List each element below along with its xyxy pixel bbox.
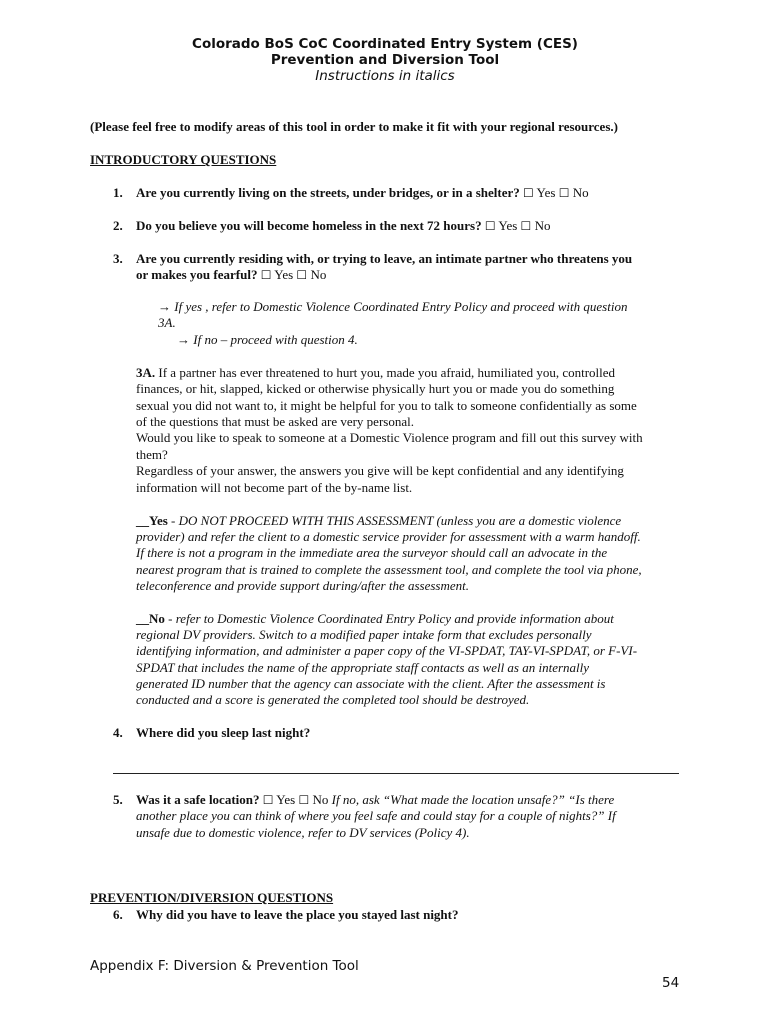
q2-yes-checkbox[interactable]: ☐: [484, 219, 496, 233]
document-subtitle: Prevention and Diversion Tool: [270, 52, 500, 68]
q3a-text-1: If a partner has ever threatened to hurt you, made you afraid, humiliated you, controlled: [158, 365, 616, 380]
q3-no-label: No: [310, 267, 327, 282]
q3a-label: 3A.: [136, 365, 156, 380]
yes-option-line-2: provider) and refer the client to a domestic service provider for assessment with a warm handoff.: [136, 529, 641, 544]
yes-option-line-3: If there is not a program in the immediate area the surveyor should call an advocate in the: [136, 545, 608, 560]
q1-no-checkbox[interactable]: ☐: [558, 186, 570, 200]
yes-option-line-4: nearest program that is trained to complete the assessment tool, and complete the tool via phone,: [136, 562, 642, 577]
q5-no-checkbox[interactable]: ☐: [298, 793, 310, 807]
q3-number: 3.: [113, 251, 123, 266]
q3a-line-3: sexual you did not want to, it might be helpful for you to talk to someone confidentially as some: [136, 398, 637, 413]
if-no-instruction: → If no – proceed with question 4.: [177, 332, 358, 347]
yes-option-dash: -: [167, 513, 179, 528]
q1-yes-checkbox[interactable]: ☐: [522, 186, 534, 200]
q2-number: 2.: [113, 218, 123, 233]
q2-no-label: No: [534, 218, 551, 233]
q3a-line-6: them?: [136, 447, 168, 462]
no-option-label[interactable]: __No: [136, 611, 165, 626]
question-2: [136, 218, 681, 234]
q3-yes-checkbox[interactable]: ☐: [260, 268, 272, 282]
no-option-dash: -: [164, 611, 176, 626]
no-option-line-3: identifying information, and administer a paper copy of the VI-SPDAT, TAY-VI-SPDAT, or F-VI-: [136, 643, 638, 658]
if-yes-instruction: → If yes , refer to Domestic Violence Coordinated Entry Policy and proceed with question: [158, 299, 628, 314]
no-option-line-4: SPDAT that includes the name of the appropriate staff contacts as well as an internally: [136, 660, 590, 675]
q3a-line-5: Would you like to speak to someone at a Domestic Violence program and fill out this survey with: [136, 430, 643, 445]
q3a-line-8: information will not become part of the by-name list.: [136, 480, 413, 495]
question-3-line2: [136, 267, 681, 283]
q3a-line-1: [136, 365, 681, 381]
q5-number: 5.: [113, 792, 123, 807]
q3a-line-2: finances, or hit, slapped, kicked or otherwise physically hurt you or made you do something: [136, 381, 615, 396]
q6-number: 6.: [113, 907, 123, 922]
question-5-line1: [136, 792, 681, 808]
q3-yes-label: Yes: [274, 267, 294, 282]
document-title: Colorado BoS CoC Coordinated Entry System (CES): [192, 36, 578, 52]
q4-text: Where did you sleep last night?: [136, 725, 311, 740]
no-option-text-1: refer to Domestic Violence Coordinated Entry Policy and provide information about: [175, 611, 614, 626]
prevention-heading: PREVENTION/DIVERSION QUESTIONS: [90, 890, 334, 905]
q3-text-line1: Are you currently residing with, or trying to leave, an intimate partner who threatens you: [136, 251, 633, 266]
q1-text: Are you currently living on the streets, under bridges, or in a shelter?: [136, 185, 520, 200]
instructions-note: Instructions in italics: [315, 68, 455, 84]
modify-note: (Please feel free to modify areas of this tool in order to make it fit with your regional resources.): [90, 119, 618, 134]
q5-instruction-1: If no, ask “What made the location unsafe?” “Is there: [331, 792, 615, 807]
if-yes-instruction-cont: 3A.: [158, 315, 176, 330]
q3-no-checkbox[interactable]: ☐: [296, 268, 308, 282]
q3a-line-7: Regardless of your answer, the answers you give will be kept confidential and any identifying: [136, 463, 624, 478]
q2-no-checkbox[interactable]: ☐: [520, 219, 532, 233]
footer-appendix: Appendix F: Diversion & Prevention Tool: [90, 958, 359, 974]
page-number: 54: [662, 975, 680, 991]
intro-heading: INTRODUCTORY QUESTIONS: [90, 152, 277, 167]
q3a-line-4: of the questions that must be asked are very personal.: [136, 414, 414, 429]
no-option-line-1: [136, 611, 681, 627]
q5-no-label: No: [312, 792, 329, 807]
q6-text: Why did you have to leave the place you stayed last night?: [136, 907, 459, 922]
no-option-line-5: generated ID number that the agency can associate with the client. After the assessment is: [136, 676, 606, 691]
question-1: [136, 185, 681, 201]
q5-instruction-2: another place you can think of where you feel safe and could stay for a couple of nights?” If: [136, 808, 616, 823]
q1-yes-label: Yes: [536, 185, 556, 200]
q1-number: 1.: [113, 185, 123, 200]
q1-no-label: No: [572, 185, 589, 200]
q2-yes-label: Yes: [498, 218, 518, 233]
yes-option-line-5: teleconference and provide support during/after the assessment.: [136, 578, 470, 593]
no-option-line-2: regional DV providers. Switch to a modified paper intake form that excludes personally: [136, 627, 592, 642]
q5-text: Was it a safe location?: [136, 792, 260, 807]
q3-text-line2: or makes you fearful?: [136, 267, 258, 282]
q4-number: 4.: [113, 725, 123, 740]
q5-yes-checkbox[interactable]: ☐: [262, 793, 274, 807]
q5-instruction-3: unsafe due to domestic violence, refer to DV services (Policy 4).: [136, 825, 470, 840]
q5-yes-label: Yes: [276, 792, 296, 807]
yes-option-label[interactable]: __Yes: [136, 513, 168, 528]
yes-option-text-1: DO NOT PROCEED WITH THIS ASSESSMENT (unless you are a domestic violence: [178, 513, 622, 528]
no-option-line-6: conducted and a score is generated the completed tool should be destroyed.: [136, 692, 530, 707]
yes-option-line-1: [136, 513, 681, 529]
q2-text: Do you believe you will become homeless in the next 72 hours?: [136, 218, 482, 233]
q4-answer-line[interactable]: [113, 773, 679, 774]
